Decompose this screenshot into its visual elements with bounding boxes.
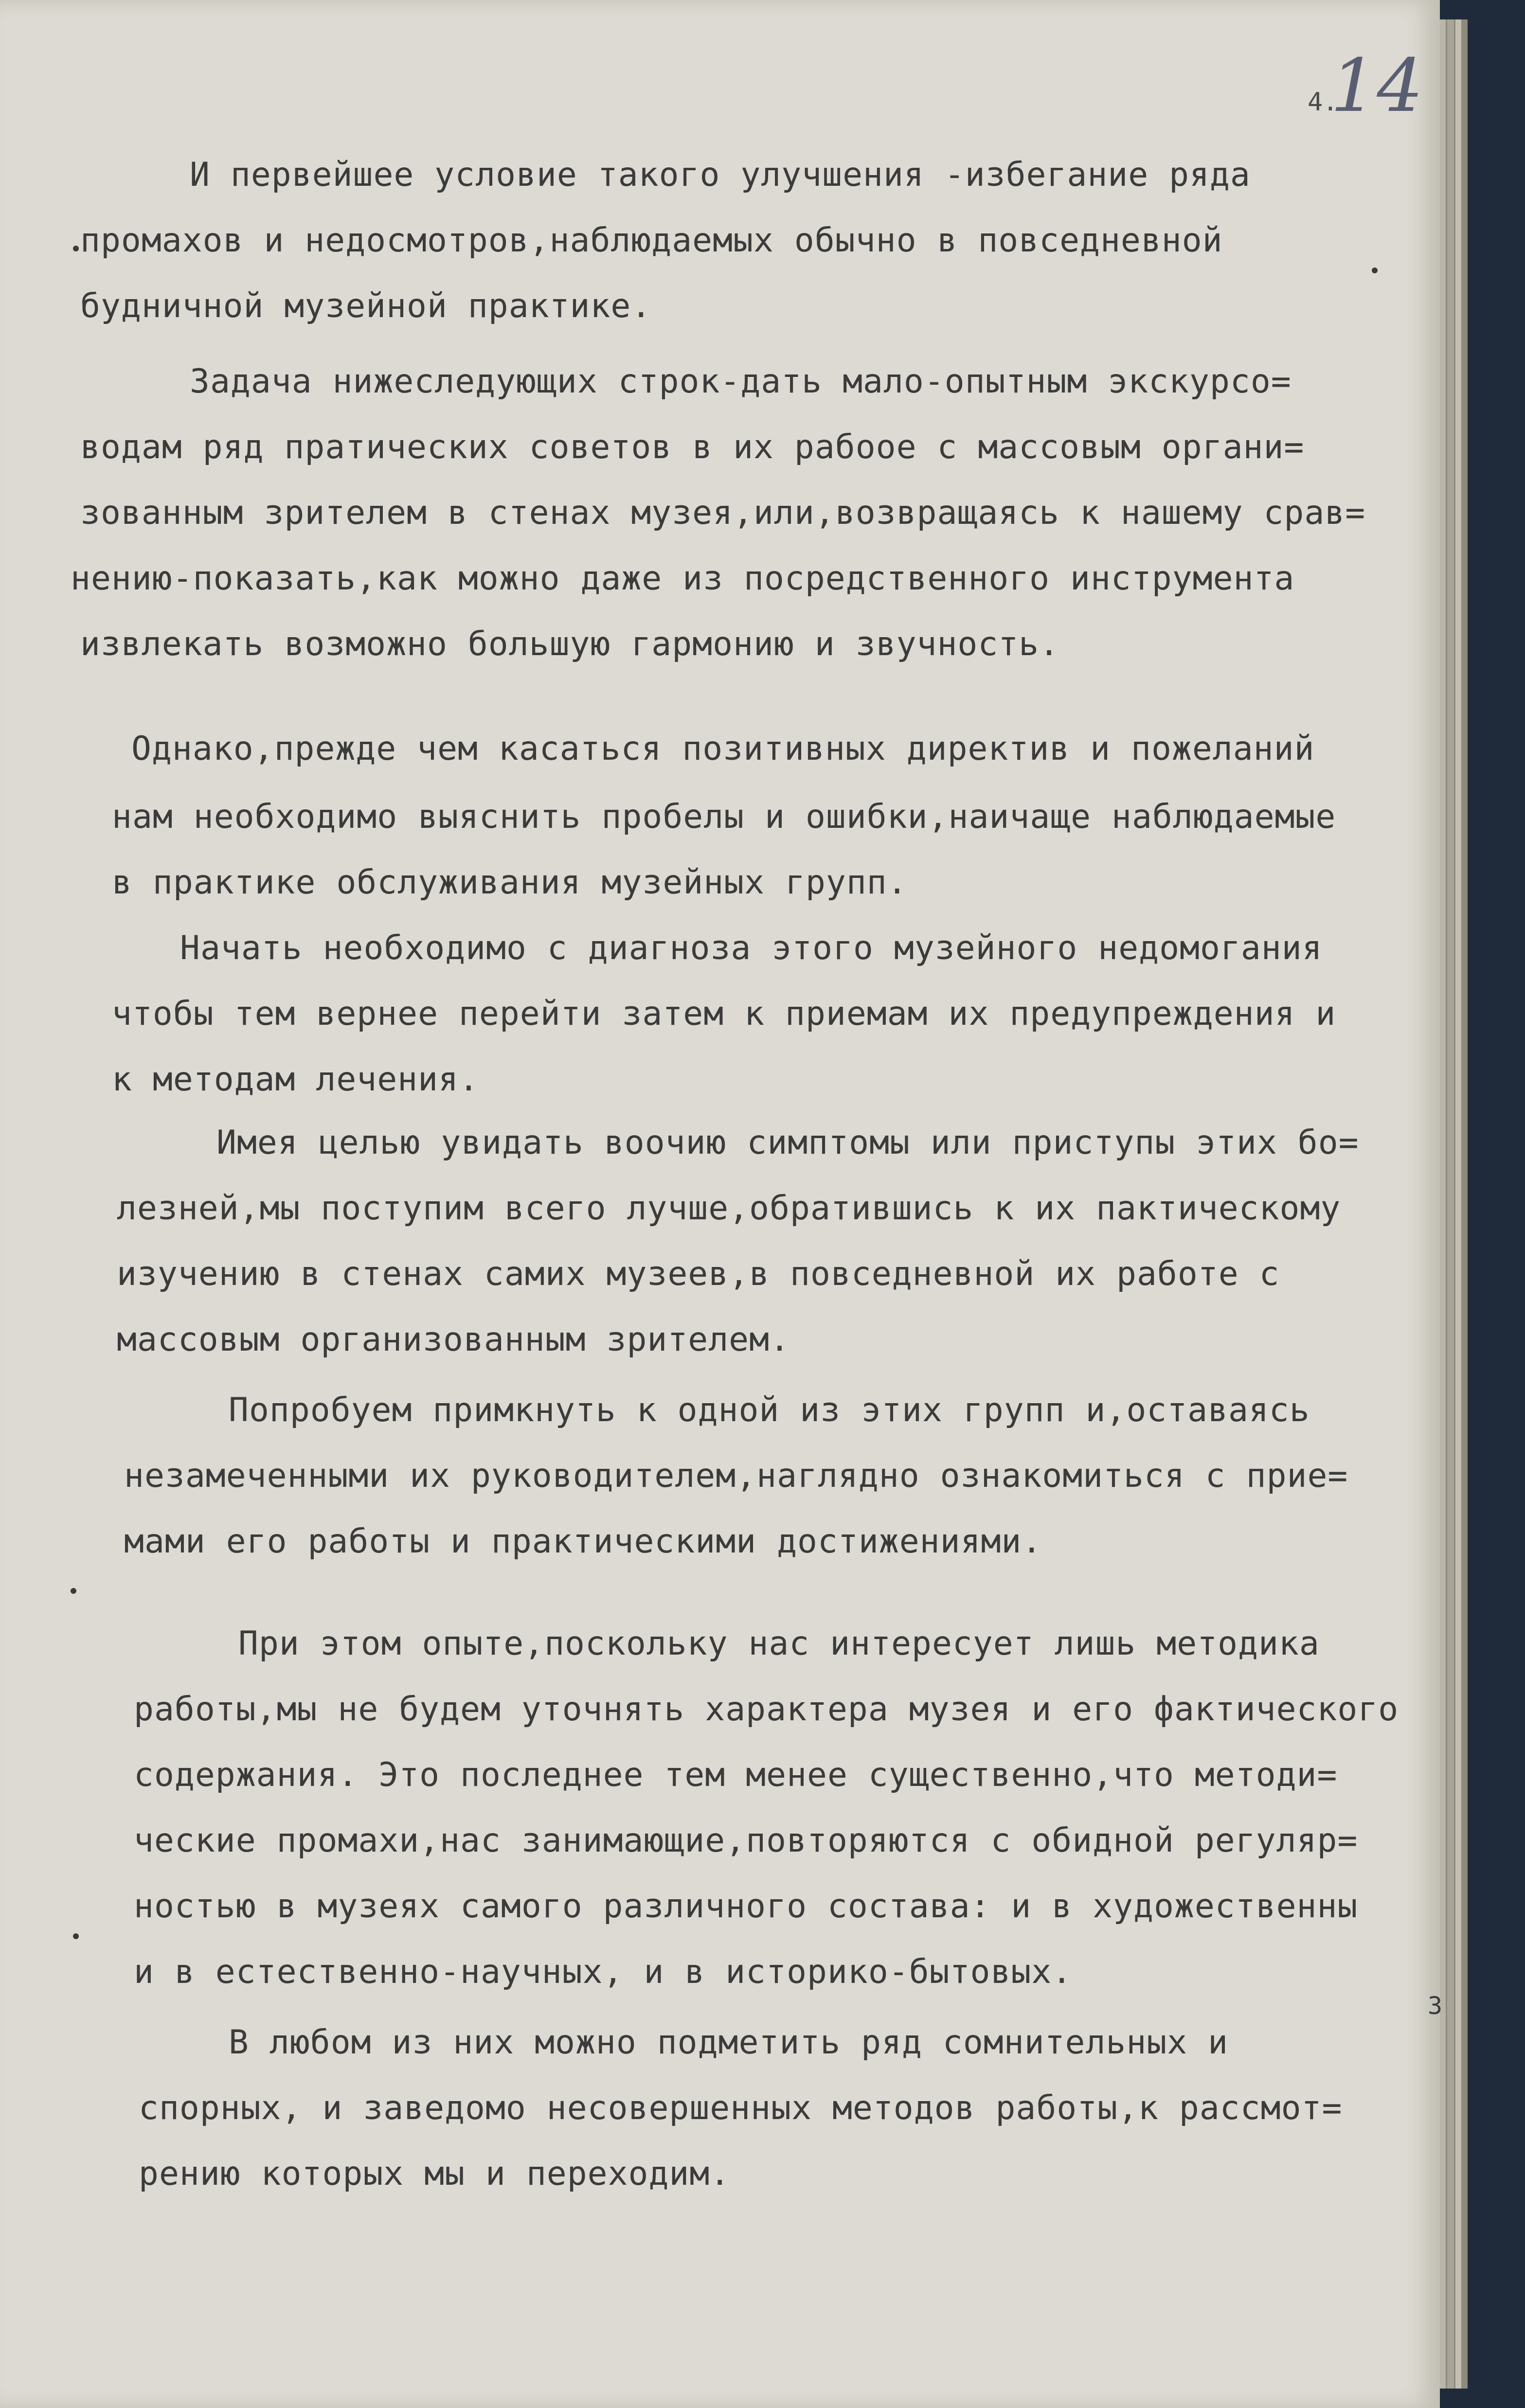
text-line: В любом из них можно подметить ряд сомнительных и	[229, 2023, 1229, 2062]
text-line: извлекать возможно большую гармонию и звучность.	[80, 625, 1060, 663]
page-edge	[1461, 19, 1468, 2389]
margin-mark: 3	[1428, 1992, 1443, 2020]
text-line: незамеченными их руководителем,наглядно ознакомиться с прие=	[124, 1457, 1348, 1495]
page-edge	[1454, 19, 1461, 2389]
text-line: содержания. Это последнее тем менее существенно,что методи=	[134, 1756, 1338, 1794]
margin-dot	[71, 1588, 76, 1594]
text-line: промахов и недосмотров,наблюдаемых обычно в повседневной	[80, 221, 1223, 260]
text-line: в практике обслуживания музейных групп.	[112, 863, 908, 902]
text-line: работы,мы не будем уточнять характера музея и его фактического	[134, 1690, 1399, 1729]
text-line: И первейшее условие такого улучшения -избегание ряда	[190, 156, 1251, 194]
text-line: мами его работы и практическими достижениями.	[124, 1522, 1042, 1561]
text-line: рению которых мы и переходим.	[139, 2155, 731, 2193]
text-line: ческие промахи,нас занимающие,повторяются с обидной регуляр=	[134, 1821, 1358, 1860]
text-line: и в естественно-научных, и в историко-бытовых.	[134, 1953, 1073, 1991]
text-line: Однако,прежде чем касаться позитивных директив и пожеланий	[131, 730, 1315, 768]
text-line: Задача нижеследующих строк-дать мало-опытным экскурсо=	[190, 362, 1292, 401]
handwritten-folio-number: 14	[1330, 44, 1423, 128]
page-edge	[1446, 19, 1454, 2389]
text-line: ностью в музеях самого различного состава: и в художественны	[134, 1887, 1358, 1926]
text-line: спорных, и заведомо несовершенных методов работы,к рассмот=	[139, 2089, 1343, 2127]
text-line: к методам лечения.	[112, 1060, 479, 1099]
margin-dot	[73, 246, 79, 251]
typed-page-number: 4.	[1308, 88, 1338, 117]
text-line: При этом опыте,поскольку нас интересует лишь методика	[238, 1624, 1320, 1663]
text-line: изучению в стенах самих музеев,в повседневной их работе с	[117, 1255, 1280, 1293]
text-line: нению-показать,как можно даже из посредственного инструмента	[71, 559, 1295, 598]
margin-dot	[1372, 268, 1378, 273]
text-line: будничной музейной практике.	[80, 287, 652, 325]
text-line: лезней,мы поступим всего лучше,обратившись к их пактическому	[117, 1189, 1341, 1228]
text-line: массовым организованным зрителем.	[117, 1320, 790, 1359]
text-line: Начать необходимо с диагноза этого музейного недомогания	[180, 929, 1323, 967]
text-line: нам необходимо выяснить пробелы и ошибки,наичаще наблюдаемые	[112, 798, 1336, 836]
text-line: чтобы тем вернее перейти затем к приемам их предупреждения и	[112, 995, 1336, 1033]
margin-dot	[73, 1933, 79, 1939]
text-line: Попробуем примкнуть к одной из этих групп и,оставаясь	[229, 1391, 1310, 1429]
text-line: водам ряд пратических советов в их рабоое с массовым органи=	[80, 428, 1305, 466]
text-line: Имея целью увидать воочию симптомы или приступы этих бо=	[216, 1124, 1359, 1162]
text-line: зованным зрителем в стенах музея,или,возвращаясь к нашему срав=	[80, 494, 1366, 532]
